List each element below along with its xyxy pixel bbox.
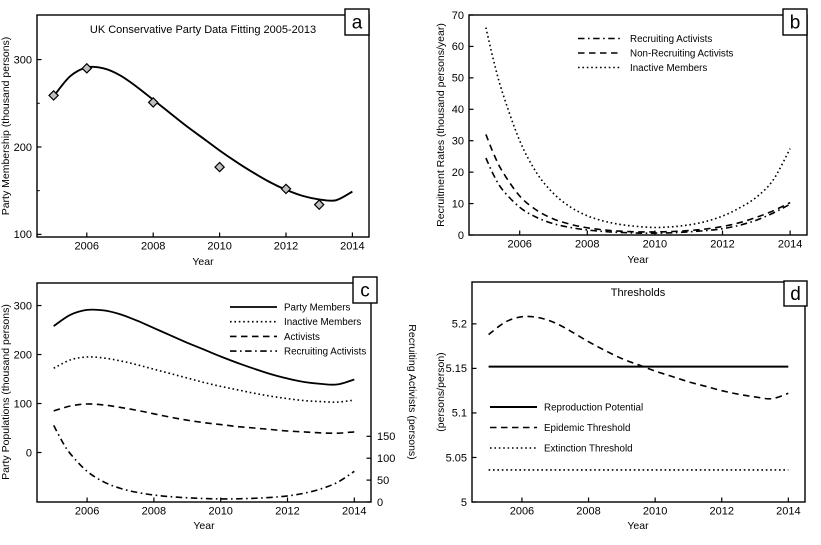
x-tick-label: 2006 — [74, 240, 100, 253]
y-tick-label: 300 — [13, 54, 32, 67]
x-axis-label: Year — [627, 520, 649, 532]
y-tick-label: 200 — [13, 349, 32, 362]
panel-letter: b — [789, 12, 801, 34]
series-group-d — [489, 316, 789, 470]
legend-label-recruiting-activists: Recruiting Activists — [630, 34, 713, 45]
diamond-marker — [149, 98, 158, 107]
data-points-membership-data — [49, 64, 324, 210]
y-axis-label-right: Recruiting Activists (persons) — [406, 324, 418, 460]
series-epidemic-threshold — [489, 316, 789, 398]
y-right-tick-label: 50 — [377, 474, 390, 487]
diamond-marker — [281, 184, 290, 193]
y-tick-label: 200 — [13, 141, 32, 154]
x-tick-label: 2012 — [275, 505, 300, 518]
y-tick-label: 5.2 — [451, 318, 467, 331]
x-tick-label: 2012 — [709, 505, 734, 518]
diamond-marker — [215, 162, 224, 171]
diamond-marker — [82, 64, 91, 73]
x-tick-label: 2010 — [642, 505, 668, 518]
series-recruiting-activists — [54, 425, 355, 499]
x-tick-label: 2012 — [273, 240, 299, 253]
panel-title: Thresholds — [610, 287, 666, 299]
x-axis-label: Year — [193, 520, 215, 532]
series-activists — [54, 404, 355, 433]
y-tick-label: 300 — [13, 300, 32, 313]
series-inactive-members — [54, 357, 355, 402]
y-axis-label: Party Membership (thousand persons) — [0, 36, 12, 216]
legend-label-party-members: Party Members — [284, 302, 351, 314]
y-tick-label: 40 — [451, 104, 464, 117]
axes-box — [37, 280, 371, 502]
panel-letter: d — [790, 284, 801, 305]
y-tick-label: 100 — [13, 229, 32, 242]
y-tick-label: 5.05 — [445, 452, 467, 465]
series-group-a — [54, 67, 353, 201]
x-tick-label: 2014 — [340, 240, 365, 253]
legend — [230, 303, 366, 358]
legend-label-inactive-members: Inactive Members — [284, 317, 362, 329]
x-tick-label: 2008 — [576, 505, 601, 518]
x-axis — [507, 231, 802, 251]
legend-label-reproduction-potential: Reproduction Potential — [544, 402, 644, 414]
x-tick-label: 2010 — [642, 238, 668, 251]
legend — [578, 34, 734, 74]
y-axis-label: Recruitment Rates (thousand persons/year) — [435, 23, 447, 227]
y-tick-label: 0 — [25, 447, 32, 460]
legend-label-activists: Activists — [284, 331, 320, 343]
y-tick-label: 5 — [460, 496, 467, 509]
x-tick-label: 2012 — [710, 238, 735, 251]
y-tick-label: 50 — [451, 72, 464, 85]
y-tick-label: 100 — [13, 398, 32, 411]
x-tick-label: 2008 — [140, 240, 166, 253]
x-axis — [75, 233, 365, 253]
y-axis-left — [452, 10, 474, 242]
y-tick-label: 5.15 — [445, 363, 467, 376]
legend-label-inactive-members: Inactive Members — [630, 63, 708, 74]
legend-label-non-recruiting-activists: Non-Recruiting Activists — [630, 48, 734, 60]
panel-a — [0, 9, 369, 268]
y-axis-label: Party Populations (thousand persons) — [0, 304, 12, 480]
y-tick-label: 0 — [457, 229, 464, 242]
x-tick-label: 2014 — [777, 238, 803, 251]
series-non-recruiting-activists — [486, 134, 790, 232]
y-right-tick-label: 150 — [377, 431, 396, 444]
panel-b — [435, 9, 807, 266]
panel-d — [435, 281, 807, 532]
panel-letter: a — [351, 12, 363, 34]
x-tick-label: 2008 — [141, 505, 167, 518]
x-tick-label: 2008 — [575, 238, 600, 251]
panel-c — [0, 277, 418, 532]
x-tick-label: 2006 — [507, 238, 532, 251]
series-recruiting-activists — [486, 158, 790, 233]
x-tick-label: 2014 — [342, 505, 367, 518]
axes-box — [472, 282, 805, 502]
y-tick-label: 70 — [451, 9, 464, 22]
x-axis-label: Year — [627, 254, 649, 266]
x-tick-label: 2006 — [509, 505, 535, 518]
series-fitted-model — [54, 67, 353, 201]
x-axis-label: Year — [192, 256, 214, 268]
x-tick-label: 2010 — [207, 240, 232, 253]
legend-label-recruiting-activists: Recruiting Activists — [284, 346, 367, 358]
y-right-tick-label: 0 — [377, 496, 384, 509]
y-right-tick-label: 100 — [377, 453, 396, 465]
diamond-marker — [315, 200, 324, 209]
legend-label-extinction-threshold: Extinction Threshold — [544, 443, 633, 455]
y-tick-label: 20 — [451, 166, 464, 179]
y-tick-label: 5.1 — [451, 407, 467, 420]
x-tick-label: 2014 — [776, 505, 801, 518]
y-tick-label: 30 — [451, 135, 464, 148]
legend-label-epidemic-threshold: Epidemic Threshold — [544, 423, 631, 434]
x-tick-label: 2010 — [208, 505, 233, 518]
panel-title: UK Conservative Party Data Fitting 2005-2013 — [89, 24, 317, 36]
x-axis — [510, 498, 801, 518]
y-tick-label: 10 — [451, 198, 464, 211]
panel-letter: c — [360, 280, 370, 302]
y-tick-label: 60 — [451, 41, 464, 54]
y-axis-label: (persons/person) — [435, 352, 447, 432]
x-axis — [75, 498, 367, 518]
x-tick-label: 2006 — [74, 505, 100, 518]
legend — [490, 403, 643, 455]
